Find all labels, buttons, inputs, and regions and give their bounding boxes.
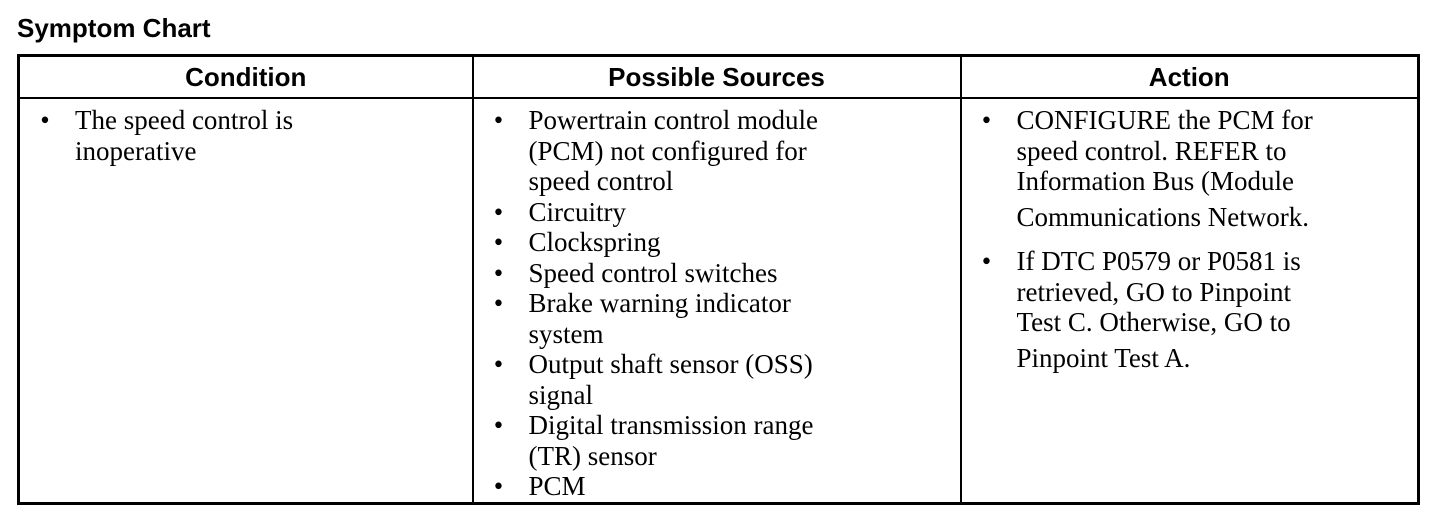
- bullet-icon: •: [493, 410, 504, 440]
- list-item-text: retrieved, GO to Pinpoint: [1016, 276, 1291, 307]
- list-item-text: CONFIGURE the PCM for: [1016, 105, 1313, 135]
- possible-sources-cell: [473, 98, 961, 504]
- bullet-icon: •: [493, 349, 504, 379]
- list-item-text: Clockspring: [528, 227, 661, 257]
- condition-list: [30, 105, 462, 166]
- bullet-icon: •: [493, 257, 504, 288]
- list-item: [484, 105, 950, 197]
- list-item: [484, 258, 950, 289]
- action-cell: [961, 98, 1419, 504]
- list-item-text: Powertrain control module: [528, 105, 818, 135]
- action-list: [972, 105, 1408, 373]
- list-item-text: Output shaft sensor (OSS): [528, 349, 813, 379]
- list-item-text: (PCM) not configured for: [528, 135, 807, 166]
- bullet-icon: •: [981, 105, 992, 135]
- condition-cell: [19, 98, 473, 504]
- header-row: [19, 56, 1419, 99]
- column-header-condition: Condition: [19, 56, 473, 99]
- list-item-text: Digital transmission range: [528, 410, 814, 440]
- list-item-text: Communications Network.: [1016, 201, 1309, 232]
- list-item: [972, 246, 1408, 373]
- bullet-icon: •: [493, 471, 504, 501]
- list-item: [484, 471, 950, 502]
- possible-sources-list: [484, 105, 950, 502]
- bullet-icon: •: [981, 246, 992, 276]
- table-row: [19, 98, 1419, 504]
- list-item-text: speed control: [528, 166, 674, 196]
- list-item-text: system: [528, 318, 604, 349]
- list-item: [972, 105, 1408, 232]
- list-item: [484, 349, 950, 410]
- list-item-text: If DTC P0579 or P0581 is: [1016, 246, 1301, 276]
- bullet-icon: •: [40, 105, 50, 135]
- list-item-text: signal: [528, 379, 593, 410]
- column-header-possible-sources: Possible Sources: [473, 56, 961, 99]
- chart-title: Symptom Chart: [17, 13, 211, 43]
- list-item-text: speed control. REFER to: [1016, 135, 1287, 166]
- column-header-action: Action: [961, 56, 1419, 99]
- list-item-text: Brake warning indicator: [528, 288, 791, 318]
- list-item-text: Information Bus (Module: [1016, 166, 1294, 196]
- list-item: [484, 410, 950, 471]
- bullet-icon: •: [493, 196, 504, 227]
- list-item-text: Speed control switches: [528, 257, 778, 288]
- symptom-chart-table: [17, 54, 1420, 505]
- list-item: [484, 227, 950, 258]
- list-item-text: The speed control is: [75, 105, 294, 135]
- list-item: [484, 197, 950, 228]
- list-item-text: Pinpoint Test A.: [1016, 342, 1191, 373]
- bullet-icon: •: [493, 288, 504, 318]
- list-item-text: Test C. Otherwise, GO to: [1016, 307, 1291, 337]
- list-item-text: PCM: [528, 471, 586, 501]
- bullet-icon: •: [493, 105, 504, 135]
- list-item: [30, 105, 462, 166]
- list-item-text: (TR) sensor: [528, 440, 657, 471]
- list-item-text: inoperative: [75, 135, 197, 166]
- list-item-text: Circuitry: [528, 196, 626, 227]
- bullet-icon: •: [493, 227, 504, 257]
- list-item: [484, 288, 950, 349]
